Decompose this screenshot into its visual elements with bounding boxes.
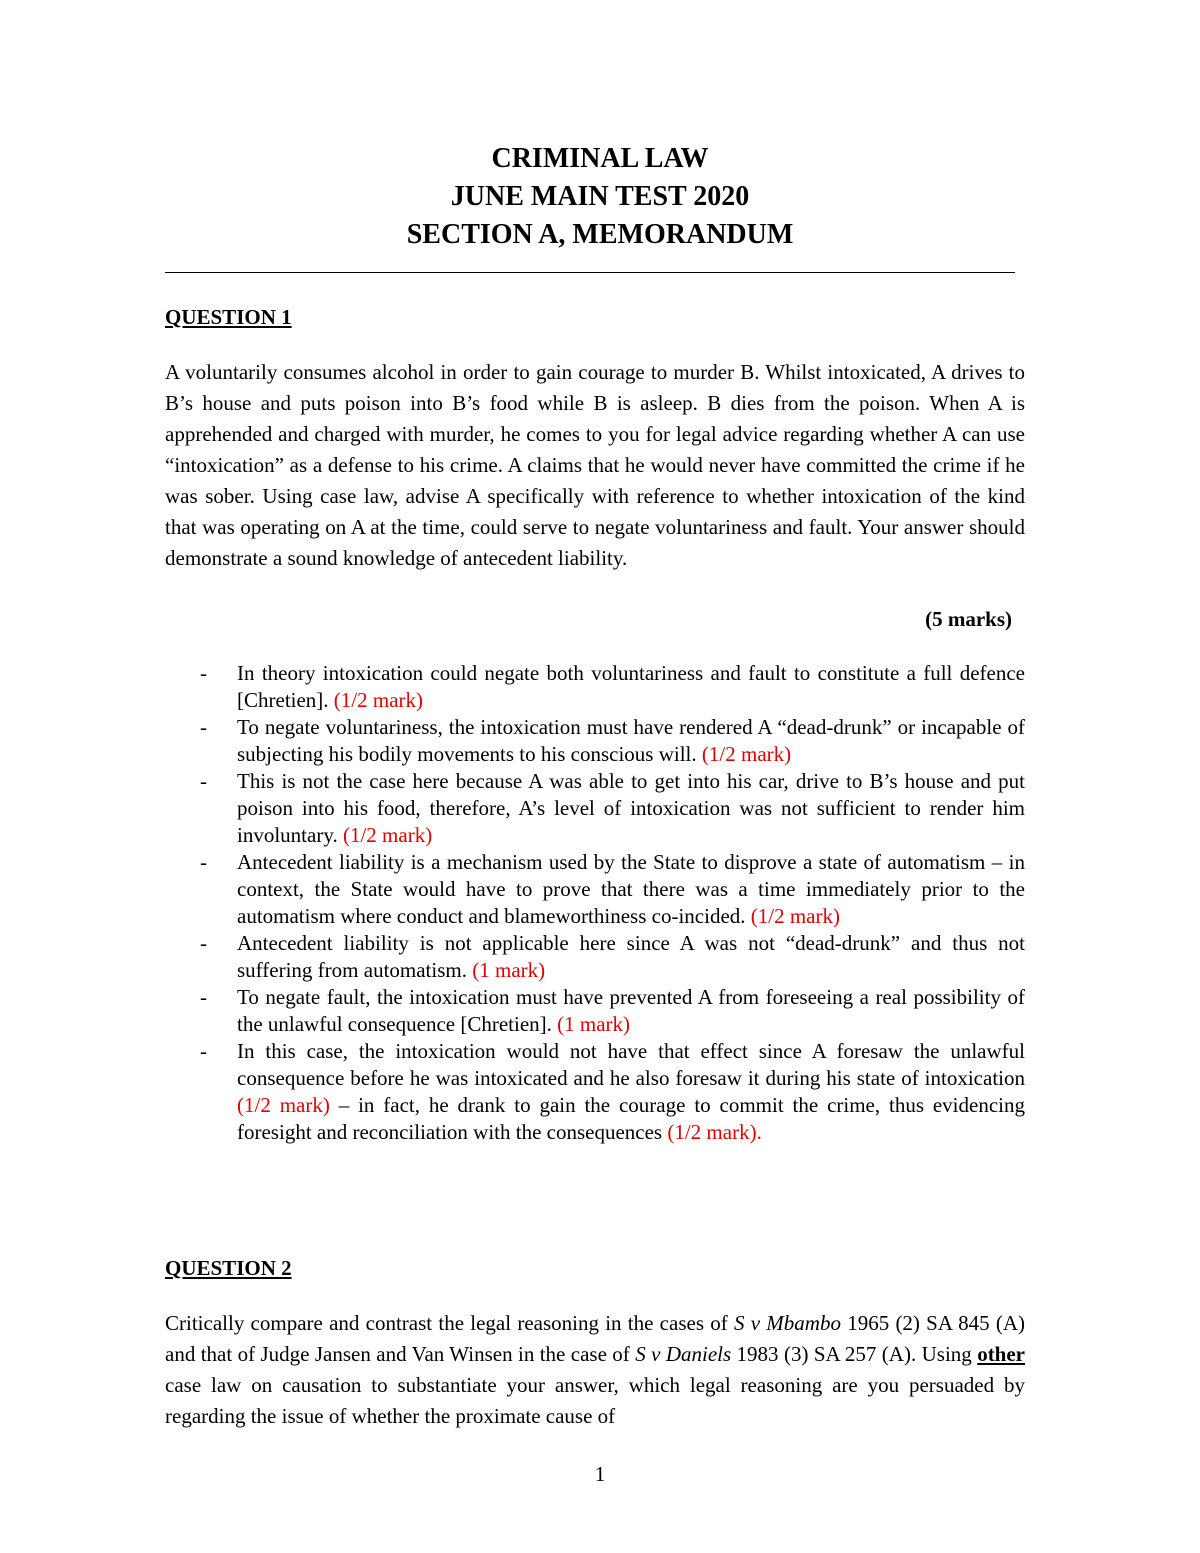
title-block <box>0 140 1200 254</box>
mark-allocation-2: (1/2 mark). <box>667 1120 762 1144</box>
q2-text-part-1: Critically compare and contrast the legal reasoning in the cases of <box>165 1311 734 1335</box>
section-title: SECTION A, MEMORANDUM <box>406 219 794 250</box>
list-item <box>200 984 1025 1038</box>
q2-text-part-2: 1965 (2) SA 845 (A) and that of Judge Jansen and Van Winsen in the case of <box>165 1311 1025 1366</box>
answer-text: In this case, the intoxication would not have that effect since A foresaw the unlawful consequence before he was intoxicated and he also foresaw it during his state of intoxication <box>237 1039 1025 1090</box>
list-item <box>200 849 1025 930</box>
answer-text: Antecedent liability is not applicable here since A was not “dead-drunk” and thus not suffering from automatism. <box>237 931 1025 982</box>
bullet-dash: - <box>200 661 207 685</box>
page-number: 1 <box>594 1462 606 1486</box>
mark-allocation: (1 mark) <box>472 958 546 982</box>
mark-allocation: (1 mark) <box>557 1012 631 1036</box>
course-title: CRIMINAL LAW <box>491 143 709 174</box>
question-2-text <box>165 1308 1025 1432</box>
answer-text: To negate voluntariness, the intoxication must have rendered A “dead-drunk” or incapable of subjecting his bodily movements to his conscious will. <box>237 715 1025 766</box>
answer-text: In theory intoxication could negate both voluntariness and fault to constitute a full defence [Chretien]. <box>237 661 1025 712</box>
memo-answer-list <box>200 660 1025 1146</box>
question-1-heading: QUESTION 1 <box>165 305 292 329</box>
list-item <box>200 768 1025 849</box>
q2-text-part-3: 1983 (3) SA 257 (A). Using <box>731 1342 978 1366</box>
case-name-mbambo: S v Mbambo <box>733 1311 841 1335</box>
bullet-dash: - <box>200 769 207 793</box>
bullet-dash: - <box>200 931 207 955</box>
test-title: JUNE MAIN TEST 2020 <box>450 181 750 212</box>
mark-allocation: (1/2 mark) <box>750 904 840 928</box>
bullet-dash: - <box>200 1039 207 1063</box>
mark-allocation: (1/2 mark) <box>701 742 792 766</box>
list-item <box>200 930 1025 984</box>
answer-text-continued: – in fact, he drank to gain the courage to commit the crime, thus evidencing foresight and reconciliation with the consequences <box>237 1093 1025 1144</box>
answer-text: To negate fault, the intoxication must have prevented A from foreseeing a real possibility of the unlawful consequence [Chretien]. <box>237 985 1025 1036</box>
question-1-marks: (5 marks) <box>925 607 1012 631</box>
list-item <box>200 1038 1025 1146</box>
bullet-dash: - <box>200 850 207 874</box>
answer-text: Antecedent liability is a mechanism used by the State to disprove a state of automatism – in context, the State would have to prove that there was a time immediately prior to the automatism where conduct and blameworthiness co-incided. <box>237 850 1025 928</box>
mark-allocation: (1/2 mark) <box>333 688 424 712</box>
title-divider <box>165 272 1015 273</box>
q2-text-part-4: case law on causation to substantiate your answer, which legal reasoning are you persuaded by regarding the issue of whether the proximate cause of <box>165 1373 1025 1428</box>
mark-allocation: (1/2 mark) <box>342 823 433 847</box>
answer-text: This is not the case here because A was able to get into his car, drive to B’s house and put poison into his food, therefore, A’s level of intoxication was not sufficient to render him involuntary. <box>237 769 1025 847</box>
bullet-dash: - <box>200 715 207 739</box>
question-1-text: A voluntarily consumes alcohol in order to gain courage to murder B. Whilst intoxicated, A drives to B’s house and puts poison into B’s food while B is asleep. B dies from the poison. When A is apprehended and charged with murder, he comes to you for legal advice regarding whether A can use “intoxication” as a defense to his crime. A claims that he would never have committed the crime if he was sober. Using case law, advise A specifically with reference to whether intoxication of the kind that was operating on A at the time, could serve to negate voluntariness and fault. Your answer should demonstrate a sound knowledge of antecedent liability. <box>165 360 1025 570</box>
bullet-dash: - <box>200 985 207 1009</box>
list-item <box>200 714 1025 768</box>
list-item <box>200 660 1025 714</box>
question-2-heading: QUESTION 2 <box>165 1256 292 1280</box>
emphasized-word: other <box>977 1342 1026 1366</box>
mark-allocation: (1/2 mark) <box>237 1093 330 1117</box>
case-name-daniels: S v Daniels <box>635 1342 732 1366</box>
